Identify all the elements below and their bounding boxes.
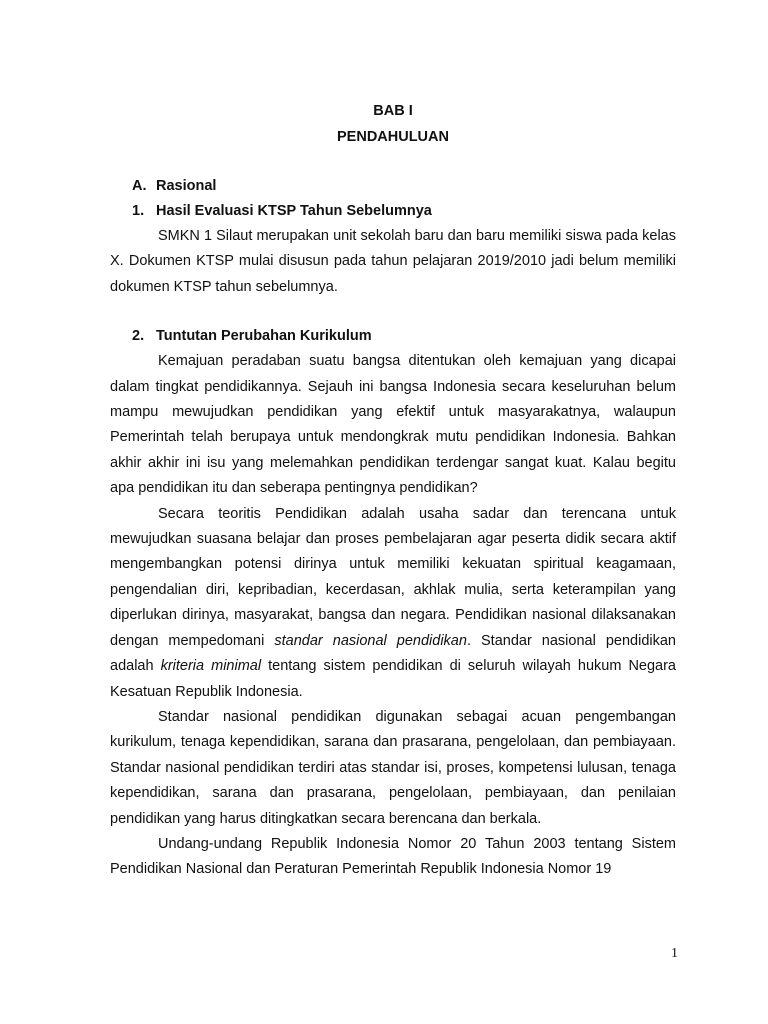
paragraph: Undang-undang Republik Indonesia Nomor 20 Tahun 2003 tentang Sistem Pendidikan Nasional dan Peraturan Pemerintah Republik Indonesia Nomor 19: [110, 835, 676, 878]
paragraph: Kemajuan peradaban suatu bangsa ditentukan oleh kemajuan yang dicapai dalam tingkat pendidikannya. Sejauh ini bangsa Indonesia secara keseluruhan belum mampu mewujudkan pendidikan yang efektif untuk masyarakatnya, walaupun Pemerintah telah berupaya untuk mendongkrak mutu pendidikan Indonesia. Bahkan akhir akhir ini isu yang melemahkan pendidikan terdengar sangat kuat. Kalau begitu apa pendidikan itu dan seberapa pentingnya pendidikan?: [110, 353, 676, 497]
section-a-heading: [110, 174, 676, 199]
section-a-number: A.: [132, 178, 147, 194]
italic-term: standar nasional pendidikan: [274, 632, 467, 649]
italic-term: kriteria minimal: [160, 658, 262, 675]
subsection-1-number: 1.: [132, 203, 145, 219]
paragraph: Standar nasional pendidikan digunakan sebagai acuan pengembangan kurikulum, tenaga kependidikan, sarana dan prasarana, pengelolaan, dan pembiayaan. Standar nasional pendidikan terdiri atas standar isi, proses, kompetensi lulusan, tenaga kependidikan, sarana dan prasarana, pengelolaan, pembiayaan, dan penilaian pendidikan yang harus ditingkatkan secara berencana dan berkala.: [110, 708, 676, 827]
subsection-1-title: Hasil Evaluasi KTSP Tahun Sebelumnya: [156, 203, 432, 219]
paragraph-text: Secara teoritis Pendidikan adalah usaha sadar dan terencana untuk mewujudkan suasana belajar dan proses pembelajaran agar peserta didik secara aktif mengembangkan potensi dirinya untuk memiliki kekuatan spiritual keagamaan, pengendalian diri, kepribadian, kecerdasan, akhlak mulia, serta keterampilan yang diperlukan dirinya, masyarakat, bangsa dan negara. Pendidikan nasional dilaksanakan dengan mempedomani: [110, 505, 676, 649]
paragraph: [110, 502, 676, 705]
subsection-1-heading: [110, 199, 676, 224]
subsection-2-number: 2.: [132, 328, 145, 345]
paragraph: SMKN 1 Silaut merupakan unit sekolah baru dan baru memiliki siswa pada kelas X. Dokumen KTSP mulai disusun pada tahun pelajaran 2019/2010 jadi belum memiliki dokumen KTSP tahun sebelumnya.: [110, 228, 676, 295]
subsection-2-title: Tuntutan Perubahan Kurikulum: [156, 328, 372, 345]
page-number: 1: [671, 946, 678, 961]
chapter-label: BAB I: [373, 103, 413, 119]
spacer: [110, 300, 676, 324]
paragraph-text: tentang sistem pendidikan di seluruh wilayah hukum Negara Kesatuan Republik Indonesia.: [110, 658, 676, 700]
subsection-2-heading: [110, 324, 676, 349]
document-page: [110, 98, 676, 883]
chapter-title: PENDAHULUAN: [337, 129, 449, 145]
section-a-title: Rasional: [156, 178, 217, 194]
paragraph-text: . Standar nasional pendidikan adalah: [110, 632, 676, 675]
